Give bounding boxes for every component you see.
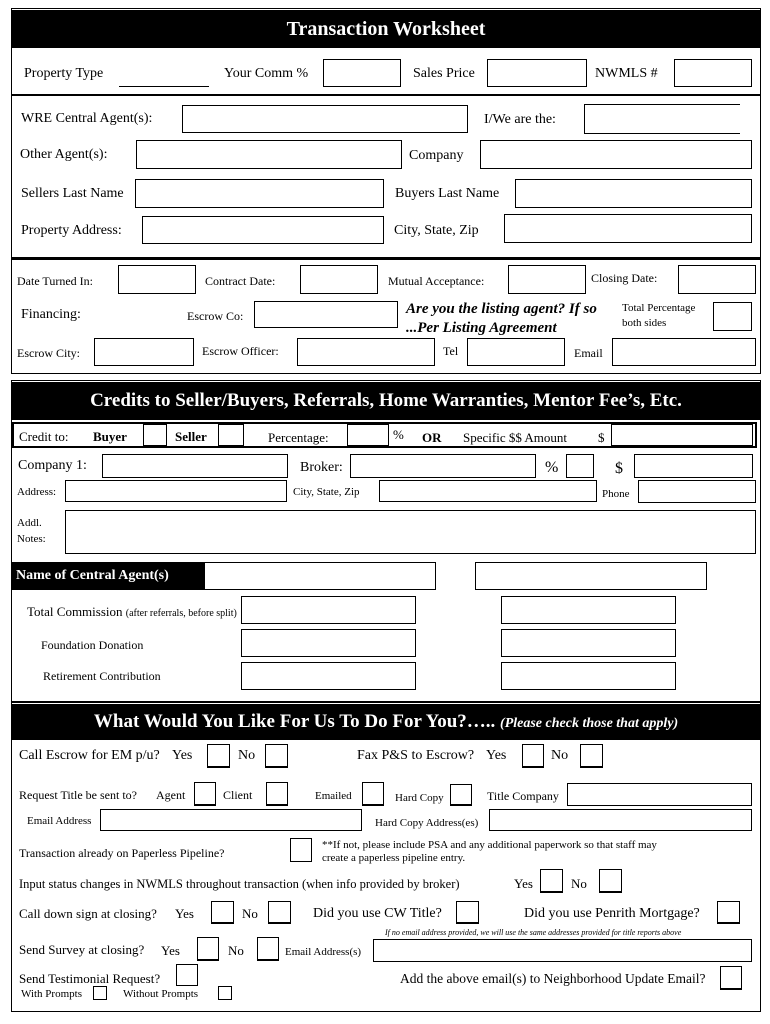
your-comm-label: Your Comm % [224, 66, 309, 81]
emailed-checkbox[interactable] [362, 782, 384, 806]
date-turned-in-input[interactable] [118, 265, 196, 294]
contract-date-label: Contract Date: [205, 274, 276, 288]
survey-yes-label: Yes [161, 943, 180, 958]
seller-label: Seller [175, 429, 207, 444]
survey-no-label: No [228, 943, 244, 958]
retirement-1-input[interactable] [241, 662, 416, 690]
escrow-officer-input[interactable] [297, 338, 435, 366]
sellers-last-input[interactable] [135, 179, 384, 208]
buyers-last-input[interactable] [515, 179, 752, 208]
paperless-note-1: **If not, please include PSA and any additional paperwork so that staff may [322, 839, 657, 851]
date-turned-in-label: Date Turned In: [17, 274, 93, 288]
broker-percent-input[interactable] [566, 454, 594, 478]
closing-date-input[interactable] [678, 265, 756, 294]
company1-input[interactable] [102, 454, 288, 478]
or-label: OR [422, 430, 442, 445]
escrow-city-label: Escrow City: [17, 346, 80, 360]
credit-city-input[interactable] [379, 480, 597, 502]
total-percentage-input[interactable] [713, 302, 752, 331]
phone-label: Phone [602, 488, 630, 500]
listing-agent-question: Are you the listing agent? If so [406, 301, 597, 317]
wre-central-label: WRE Central Agent(s): [21, 111, 153, 126]
escrow-officer-label: Escrow Officer: [202, 344, 279, 358]
property-type-underline[interactable] [119, 86, 209, 87]
client-label: Client [223, 788, 253, 802]
fax-no-label: No [551, 748, 569, 763]
address-input[interactable] [65, 480, 287, 502]
nwmls-input[interactable] [674, 59, 752, 87]
sellers-last-label: Sellers Last Name [21, 186, 124, 201]
agent-checkbox[interactable] [194, 782, 216, 806]
your-comm-input[interactable] [323, 59, 401, 87]
penrith-checkbox[interactable] [717, 901, 740, 924]
addl-label: Addl. [17, 517, 42, 529]
buyers-last-label: Buyers Last Name [395, 186, 500, 201]
credit-city-label: City, State, Zip [293, 486, 360, 498]
mutual-acceptance-label: Mutual Acceptance: [388, 274, 485, 288]
client-checkbox[interactable] [266, 782, 288, 806]
percentage-input[interactable] [347, 424, 389, 446]
hard-copy-address-label: Hard Copy Address(es) [375, 817, 479, 829]
without-prompts-checkbox[interactable] [218, 986, 232, 1000]
company-label: Company [409, 148, 464, 163]
tasks-header [12, 704, 760, 740]
total-commission-2-input[interactable] [501, 596, 676, 624]
tasks-header-title: What Would You Like For Us To Do For You?….. [93, 711, 496, 732]
hard-copy-label: Hard Copy [395, 792, 444, 804]
total-commission-1-input[interactable] [241, 596, 416, 624]
paperless-checkbox[interactable] [290, 838, 312, 862]
central-agent-2-input[interactable] [475, 562, 707, 590]
call-escrow-no-checkbox[interactable] [265, 744, 288, 768]
credit-to-label: Credit to: [19, 429, 69, 444]
title-company-label: Title Company [487, 789, 559, 803]
input-status-no-label: No [571, 876, 587, 891]
title-company-input[interactable] [567, 783, 752, 806]
we-are-input[interactable] [584, 104, 740, 134]
email-address-label: Email Address [27, 815, 92, 827]
foundation-2-input[interactable] [501, 629, 676, 657]
company1-label: Company 1: [18, 458, 87, 473]
call-down-no-checkbox[interactable] [268, 901, 291, 924]
city-state-zip-label: City, State, Zip [394, 223, 479, 238]
total-commission-text: Total Commission [27, 604, 123, 619]
hard-copy-address-input[interactable] [489, 809, 752, 831]
foundation-label: Foundation Donation [41, 638, 144, 652]
retirement-label: Retirement Contribution [43, 669, 161, 683]
escrow-co-label: Escrow Co: [187, 309, 244, 323]
tasks-header-note: (Please check those that apply) [500, 716, 679, 731]
address-label: Address: [17, 486, 57, 498]
no-email-note: If no email address provided, we will use the same addresses provided for title reports above [385, 928, 682, 937]
input-status-no-checkbox[interactable] [599, 869, 622, 893]
both-sides-label: both sides [622, 317, 667, 329]
paperless-note-2: create a paperless pipeline entry. [322, 852, 466, 864]
total-commission-note: (after referrals, before split) [125, 608, 237, 619]
cw-title-label: Did you use CW Title? [313, 906, 442, 921]
testimonial-checkbox[interactable] [176, 964, 198, 986]
survey-email-input[interactable] [373, 939, 752, 962]
title-email-address-input[interactable] [100, 809, 362, 831]
call-escrow-yes-label: Yes [172, 748, 193, 763]
city-state-zip-input[interactable] [504, 214, 752, 243]
seller-checkbox[interactable] [218, 424, 244, 446]
central-agent-header: Name of Central Agent(s) [12, 562, 205, 590]
notes-label: Notes: [17, 533, 46, 545]
call-escrow-no-label: No [238, 748, 256, 763]
property-address-label: Property Address: [21, 223, 122, 238]
percent-sign: % [393, 427, 404, 442]
sales-price-input[interactable] [487, 59, 587, 87]
specific-amount-input[interactable] [611, 424, 753, 446]
nwmls-label: NWMLS # [595, 66, 658, 81]
buyer-label: Buyer [93, 429, 127, 444]
send-survey-label: Send Survey at closing? [19, 942, 145, 957]
fax-no-checkbox[interactable] [580, 744, 603, 768]
without-prompts-label: Without Prompts [123, 988, 199, 1000]
request-title-label: Request Title be sent to? [19, 788, 137, 802]
escrow-co-input[interactable] [254, 301, 398, 328]
with-prompts-checkbox[interactable] [93, 986, 107, 1000]
total-percentage-label: Total Percentage [622, 302, 696, 314]
tel-label: Tel [443, 344, 459, 358]
per-listing-agreement: ...Per Listing Agreement [406, 320, 557, 336]
survey-no-checkbox[interactable] [257, 937, 279, 961]
other-agents-label: Other Agent(s): [20, 147, 108, 162]
fax-yes-label: Yes [486, 748, 507, 763]
email-input[interactable] [612, 338, 756, 366]
fax-label: Fax P&S to Escrow? [357, 748, 475, 763]
retirement-2-input[interactable] [501, 662, 676, 690]
neighborhood-checkbox[interactable] [720, 966, 742, 990]
call-down-no-label: No [242, 906, 258, 921]
with-prompts-label: With Prompts [21, 988, 82, 1000]
buyer-checkbox[interactable] [143, 424, 167, 446]
specific-amount-label: Specific $$ Amount [463, 430, 567, 445]
broker-percent-sign: % [545, 459, 559, 476]
fax-yes-checkbox[interactable] [522, 744, 544, 768]
hard-copy-checkbox[interactable] [450, 784, 472, 806]
wre-central-input[interactable] [182, 105, 468, 133]
closing-date-label: Closing Date: [591, 271, 658, 285]
broker-input[interactable] [350, 454, 536, 478]
mutual-acceptance-input[interactable] [508, 265, 586, 294]
input-status-yes-checkbox[interactable] [540, 869, 563, 893]
we-are-label: I/We are the: [484, 112, 556, 127]
percentage-label: Percentage: [268, 430, 329, 445]
property-type-label: Property Type [24, 66, 104, 81]
contract-date-input[interactable] [300, 265, 378, 294]
page-title: Transaction Worksheet [12, 10, 760, 48]
phone-input[interactable] [638, 480, 756, 503]
call-down-yes-checkbox[interactable] [211, 901, 234, 924]
penrith-label: Did you use Penrith Mortgage? [524, 906, 700, 921]
tel-input[interactable] [467, 338, 565, 366]
testimonial-label: Send Testimonial Request? [19, 971, 161, 986]
broker-dollar-sign: $ [615, 460, 623, 477]
emailed-label: Emailed [315, 790, 352, 802]
email-addresses-label: Email Address(s) [285, 946, 362, 958]
credits-header: Credits to Seller/Buyers, Referrals, Home Warranties, Mentor Fee’s, Etc. [12, 382, 760, 420]
call-down-yes-label: Yes [175, 906, 194, 921]
dollar-sign: $ [598, 430, 605, 445]
cw-title-checkbox[interactable] [456, 901, 479, 924]
total-commission-label [27, 604, 237, 622]
company-input[interactable] [480, 140, 752, 169]
call-escrow-label: Call Escrow for EM p/u? [19, 748, 160, 763]
broker-label: Broker: [300, 460, 343, 475]
central-agent-1-input[interactable] [204, 562, 436, 590]
neighborhood-label: Add the above email(s) to Neighborhood Update Email? [400, 971, 706, 986]
notes-input[interactable] [65, 510, 756, 554]
broker-amount-input[interactable] [634, 454, 753, 478]
paperless-label: Transaction already on Paperless Pipeline? [19, 846, 225, 860]
other-agents-input[interactable] [136, 140, 402, 169]
escrow-city-input[interactable] [94, 338, 194, 366]
survey-yes-checkbox[interactable] [197, 937, 219, 961]
input-status-label: Input status changes in NWMLS throughout transaction (when info provided by broker) [19, 877, 460, 891]
email-label: Email [574, 346, 603, 360]
foundation-1-input[interactable] [241, 629, 416, 657]
property-address-input[interactable] [142, 216, 384, 244]
input-status-yes-label: Yes [514, 876, 533, 891]
agent-label: Agent [156, 788, 186, 802]
call-escrow-yes-checkbox[interactable] [207, 744, 230, 768]
call-down-label: Call down sign at closing? [19, 906, 157, 921]
sales-price-label: Sales Price [413, 66, 475, 81]
financing-label: Financing: [21, 307, 81, 322]
